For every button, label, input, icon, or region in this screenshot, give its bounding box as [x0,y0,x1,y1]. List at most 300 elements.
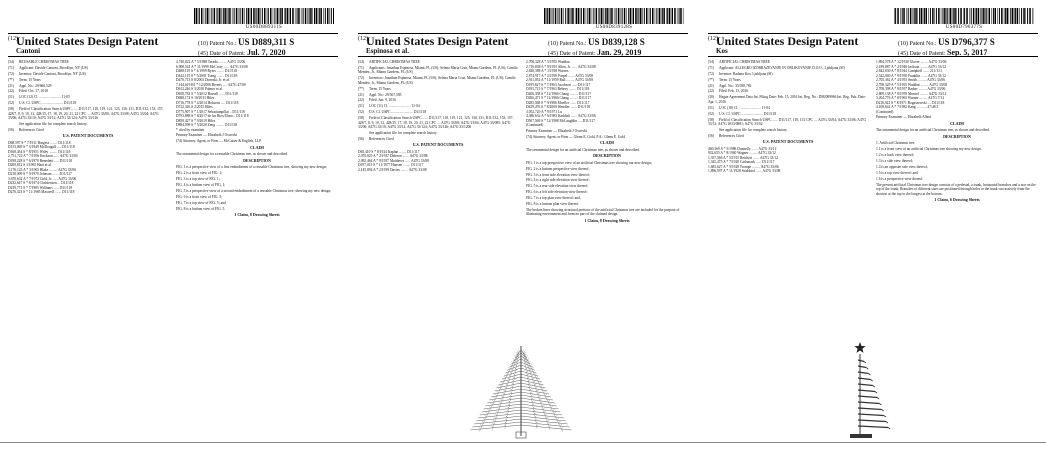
tree-branch [521,383,545,388]
barcode-bar [273,8,274,24]
reference-row: D716,778 S * 4/2014 Holstein ..... D11/118 [176,100,239,105]
tree-needle [496,391,498,393]
tree-needle [558,423,560,426]
field-value: LOC (11) Cl. ........................ 11-04 [369,104,420,109]
patent-page-1 [8,8,338,440]
claim-heading: CLAIM [250,144,264,150]
barcode-bar [234,8,235,24]
tree-branch [521,422,570,427]
tree-needle [499,385,501,387]
barcode-bar [318,8,319,24]
tree-needle [518,350,520,352]
tree-needle [533,370,535,372]
barcode-bar [895,8,896,24]
tree-needle [479,427,481,429]
tree-needle [495,419,497,422]
tree-branch [471,425,522,430]
bibliographic-field [358,98,518,103]
barcode-bar [674,8,676,24]
barcode-bar [677,8,678,24]
reference-row: 2,751,722 A * 7/1956 Erickson ...... A47G 33/04 [8,154,78,159]
tree-needle [548,425,550,428]
tree-branch [521,407,560,412]
tree-branch [474,419,521,424]
reference-row: 2,522,040 A * 9/1950 Franklin ....... A47G 33/12 [876,73,946,78]
barcode-bar [656,8,657,24]
field-value: Applicants: Jonathan Espinosa, Miami, FL (US); Selena Maria Cruz, Miami Gardens, FL (US); Camilo Mendez, Jr., Miami Gardens, FL (US) [358,65,518,75]
field-code: (22) [8,89,14,94]
tree-branch [497,383,521,388]
tree-branch [858,414,884,416]
bibliographic-field [358,66,518,75]
bibliographic-field [708,95,868,104]
barcode-bar [219,8,221,24]
barcode-bar [609,8,610,24]
reference-row: D68,597 S * 7/1911 Burgess ........ D11/118 [8,140,71,145]
bibliographic-field [708,89,868,94]
claims-sheets: 1 Claim, 8 Drawing Sheets [234,212,280,218]
bibliographic-field [8,72,168,77]
country-code: (12) [708,36,718,42]
references-heading: U.S. PATENT DOCUMENTS [62,133,114,139]
reference-row: 6,908,541 A * 11/1999 McCrory ...... A47G 33/08 [176,64,248,69]
bibliographic-fields [708,60,868,138]
left-column [358,60,518,172]
patent-number: (10) Patent No.: US D889,311 S [198,37,295,47]
barcode-bar [963,8,964,24]
barcode-bar [303,8,304,24]
barcode-bar [267,8,268,24]
barcode-bar [980,8,981,24]
field-code: (21) [8,83,14,88]
barcode [194,8,334,24]
bibliographic-field [8,66,168,71]
description-item: FIG. 3 is a front side elevation view thereof; [526,172,590,177]
reference-row: 1,683,627 A * 9/1928 Trompe ......... A47G 33/06 [708,164,779,169]
barcode-bar [946,8,947,24]
field-code: (52) [708,111,714,116]
tree-branch [502,374,521,379]
tree-needle [522,350,524,352]
tree-needle [529,361,531,363]
barcode-bar [605,8,606,24]
field-value: Hague Agreement Data Int. Filing Date: Feb. 15, 2016 Int. Reg. No.: DM/089066 Int. Reg. Pub. Date: Apr. 1, 2016 [708,95,866,104]
reference-row: D239,771 S * 7/1985 Williams ...... D11/118 [8,185,73,190]
tree-needle [495,394,497,396]
tree-branch [521,377,542,382]
description-item: 1.6 is a perspective view thereof. [876,176,924,181]
tree-needle [505,373,507,375]
barcode-bar [575,8,576,24]
description-heading: DESCRIPTION [243,157,271,163]
field-code: (72) [8,71,14,76]
reference-row: D488,119 S * 4/1999 Byers ........ D11/118 [176,69,238,73]
bibliographic-field [358,116,518,130]
barcode-bar [578,8,580,24]
barcode-bar [666,8,667,24]
barcode-bar [199,8,200,24]
tree-branch [480,410,521,415]
reference-row: 2,708,398 A * 8/1957 Barber ......... A47G 33/06 [876,87,946,91]
barcode-bar [544,8,546,24]
tree-branch [858,402,879,404]
barcode-bar [227,8,228,24]
barcode-bar [333,8,334,24]
barcode-bar [649,8,650,24]
tree-drawing-kos [838,340,918,442]
description-item: 1.3 is a side view thereof; [876,159,913,164]
barcode-bar [954,8,956,24]
patent-date: (45) Date of Patent: Jan. 29, 2019 [548,48,642,57]
tree-needle [555,415,557,417]
barcode-bar [1014,8,1015,24]
barcode-bar [232,8,233,24]
inventor-name: Kos [716,47,728,55]
tree-needle [546,419,548,422]
barcode-bar [316,8,318,24]
field-value: References Cited [719,133,744,138]
tree-needle [497,413,499,416]
claim-text: The ornamental design for an artificial Christmas tree, as shown and described. [876,128,990,133]
tree-needle [549,428,551,431]
bibliographic-field [708,106,868,111]
tree-needle [539,382,541,384]
field-value: U.S. Cl. USPC ........................ D11/118 [719,111,777,116]
field-code: (22) [708,89,714,94]
description-item: FIG. 2 is a bottom perspective view thereof; [526,166,590,171]
description-item: 1.1 is a front view of an artificial Christmas tree showing my new design. [876,147,982,152]
inventor-name: Espinosa et al. [366,47,409,55]
barcode-bar [295,8,296,24]
barcode-bar [953,8,954,24]
barcode-bar [290,8,291,24]
claim-text: The ornamental design for a reusable Christmas tree, as shown and described. [176,152,288,157]
reference-row: D658,782 S * 5/2012 Hassell ...... D11/118 [176,91,238,96]
reference-row: 2,716,838 A * 9/1955 Allen, Jr. ...... A47G 33/08 [526,64,596,69]
barcode-bar [680,8,682,24]
barcode-bar [207,8,209,24]
field-value: Term: 15 Years [719,77,741,82]
reference-row: D442,115 S * 5/2001 Tseng ........ D11/118 [176,73,238,78]
tree-branch [873,386,875,388]
field-code: (21) [708,83,714,88]
barcode-bar [201,8,203,24]
barcode-bar [999,8,1000,24]
header-rule-bottom [358,56,688,57]
barcode-bar [943,8,944,24]
barcode-bar [224,8,226,24]
barcode-bar [952,8,953,24]
tree-needle [552,409,554,411]
reference-row: 2,820,388 A * 1/1958 Warren [526,69,569,73]
barcode-bar [221,8,222,24]
barcode-bar [644,8,645,24]
tree-needle [541,385,543,387]
tree-branch [521,368,536,373]
tree-branch [871,380,873,382]
barcode-bar [248,8,250,24]
barcode-number: US00D889311S [245,25,283,30]
barcode-bar [583,8,585,24]
barcode-bar [1032,8,1033,24]
barcode-bar [1004,8,1005,24]
field-value: Field of Classification Search USPC ...... D11/117, 118, 119, 121, 125, 130, 131, D11/132, 153, 157; 428/7, 8, 9, 10, 12, 428/15, 17, 18, 19, 20, 21, 22 CPC .... A47G 33/08; A47G 33/04; A47G 33/085; A47G 33/06; A47G 33/10; A47G 33/12; A47G 33/124; A47G 33/126; A47G 33/1206 [358,116,514,130]
reference-row: 2,070,825 A * 2/1937 Dideron ....... A47G 33/08 [358,154,428,159]
tree-needle [558,421,560,423]
tree-needle [555,417,557,420]
tree-needle [514,355,516,357]
bibliographic-field [708,118,868,127]
bibliographic-field [358,137,518,142]
barcode-bar [627,8,628,24]
bibliographic-field [8,107,168,121]
tree-needle [544,391,546,393]
reference-row: 2,092,464 A * 9/1937 Matthews ...... A47G 33/08 [358,158,429,163]
field-value: Applicant: Davide Cantoni, Brooklyn, NY (US) [19,65,88,70]
barcode-bar [897,8,899,24]
barcode-bar [923,8,924,24]
barcode-bar [285,8,286,24]
reference-row: 2,874,917 A * 2/1959 Purpel ....... A47G 33/08 [526,73,594,78]
reference-row: D218,009 S * 9/1970 Johnson ....... D11/117 [8,172,72,177]
reference-row: D612,246 S 3/2010 Palmer et al. [176,87,224,91]
barcode-bar [978,8,980,24]
field-value: See application file for complete search history. [719,127,788,132]
field-code: (22) [358,98,364,103]
tree-branch [868,374,870,376]
barcode-bar [630,8,632,24]
inventor-name: Cantoni [16,47,41,55]
barcode-bar [646,8,648,24]
field-value: LOC (10) Cl. ........................ 11-04 [719,105,770,110]
tree-needle [486,412,488,414]
barcode-bar [932,8,934,24]
barcode-bar [966,8,968,24]
barcode-bar [567,8,569,24]
tree-needle [496,416,498,419]
barcode-bar [245,8,246,24]
barcode-bar [589,8,591,24]
barcode-bar [270,8,272,24]
field-code: (21) [358,92,364,97]
barcode-bar [1012,8,1014,24]
tree-needle [551,408,553,411]
barcode-bar [616,8,617,24]
barcode-bar [661,8,662,24]
barcode-bar [936,8,937,24]
field-code: (30) [708,95,714,100]
barcode-bar [289,8,290,24]
barcode-bar [960,8,962,24]
right-column [876,60,1038,205]
tree-needle [498,410,500,413]
barcode-bar [284,8,285,24]
tree-branch [877,398,879,400]
barcode-bar [592,8,593,24]
left-column [8,60,168,195]
barcode-bar [571,8,572,24]
claims-sheets: 1 Claim, 8 Drawing Sheets [584,217,630,223]
barcode-number: US00D796377S [945,25,983,30]
description-item: FIG. 4 is a right side elevation view thereof; [526,178,590,183]
barcode-bar [298,8,300,24]
tree-needle [501,382,503,384]
reference-row: D216,922 S * 8/1971 Bogaszewski .... D11/118 [876,100,945,105]
barcode-bar [305,8,307,24]
bibliographic-field [708,78,868,83]
patent-number: (10) Patent No.: US D839,128 S [548,37,645,47]
barcode-bar [652,8,654,24]
primary-examiner: Primary Examiner — Elizabeth J Oswecki [176,133,238,138]
field-value: REUSABLE CHRISTMAS TREE [19,60,69,64]
reference-row: 4,100,642 A * 7/1982 Kang ........... 47/48.5 [876,105,939,109]
barcode-bar [547,8,548,24]
barcode-bar [924,8,925,24]
description-item: FIG. 1 is a top perspective view of an artificial Christmas tree showing our new design; [526,160,652,165]
barcode-bar [908,8,909,24]
field-code: (54) [8,60,14,64]
barcode-bar [576,8,577,24]
barcode-bar [570,8,571,24]
barcode-bar [229,8,231,24]
description-heading: DESCRIPTION [943,133,971,139]
barcode-bar [1019,8,1020,24]
barcode-bar [1029,8,1031,24]
barcode-bar [976,8,977,24]
bibliographic-field [708,128,868,133]
tree-branch [879,404,881,406]
reference-row: D206,358 S * 12/1966 Chang ......... D11/117 [526,91,592,96]
reference-row: 460,369 A * 5/1986 Donnelly ....... A47G 33/12 [708,146,777,151]
tree-needle [532,367,534,369]
field-value: Appl. No.: 29/567,585 [369,92,402,97]
field-code: (71) [358,65,364,70]
barcode-bar [672,8,673,24]
field-code: (56) [358,136,364,141]
barcode-bar [944,8,946,24]
country-code: (12) [8,36,18,42]
barcode-bar [683,8,684,24]
tree-needle [557,420,559,423]
reference-row: 2,708,329 A * 5/1955 Waddan ......... A47G 33/08 [876,82,948,87]
barcode-bar [217,8,218,24]
barcode-bar [277,8,279,24]
barcode-bar [632,8,633,24]
barcode-bar [973,8,975,24]
barcode-bar [663,8,665,24]
barcode-bar [989,8,991,24]
field-value: Inventors: Jonathan Espinosa, Miami, FL (US); Selena Maria Cruz, Miami Gardens, FL (US); Camilo Mendez, Jr., Miami Gardens, FL (US) [358,76,516,85]
tree-needle [551,406,553,408]
patent-date: (45) Date of Patent: Sep. 5, 2017 [898,48,988,57]
barcode-bar [287,8,289,24]
reference-row: D507,569 S * 12/1988 McLaughlin .... D11/117 [526,118,595,123]
tree-branch [875,392,877,394]
tree-branch [521,419,568,424]
barcode-bar [292,8,294,24]
barcode-bar [993,8,994,24]
description-item: 1. Artificial Christmas tree. [876,141,916,146]
field-code: (54) [708,60,714,64]
barcode-bar [240,8,241,24]
barcode-bar [956,8,957,24]
tree-needle [502,379,504,381]
field-value: Appl. No.: 35/030,782 [719,83,752,88]
barcode-bar [280,8,281,24]
barcode-bar [894,8,895,24]
reference-row: D722,326 S 2/2015 Hiles [176,105,213,109]
tree-needle [510,364,512,366]
barcode-bar [555,8,557,24]
barcode-bar [995,8,997,24]
barcode-bar [921,8,923,24]
barcode-bar [964,8,965,24]
barcode-bar [635,8,637,24]
reference-row: D197,013 S * 11/1977 Hansen ........ D11/117 [358,163,424,168]
barcode-bar [982,8,983,24]
claim-heading: CLAIM [600,140,614,146]
reference-row: 2,809,138 A * 8/1959 Muncel ......... A47G 33/12 [876,91,947,96]
barcode-bar [309,8,310,24]
field-code: (71) [8,65,14,70]
cited-note: (Continued) [526,123,544,127]
barcode-bar [903,8,905,24]
reference-row: 2,708,328 A * 5/1955 Waddan [526,60,570,64]
tree-needle [508,367,510,369]
tree-branch [858,420,886,422]
barcode-bar [919,8,920,24]
barcode-bar [223,8,224,24]
barcode-bar [947,8,948,24]
bibliographic-field [8,122,168,127]
barcode-bar [669,8,671,24]
barcode-bar [251,8,252,24]
field-value: ARTIFICIAL CHRISTMAS TREE [719,60,770,64]
description-item: FIG. 5 is a rear side elevation view thereof; [526,184,589,189]
field-code: (72) [358,76,364,81]
tree-branch [472,422,521,427]
barcode-bar [256,8,257,24]
barcode-bar [327,8,329,24]
barcode-bar [598,8,599,24]
barcode-bar [216,8,217,24]
barcode-bar [601,8,603,24]
tree-branch [521,401,557,406]
barcode-bar [610,8,611,24]
field-code: (**) [8,77,14,82]
field-value: Applicant: ALLEGRO IZOBRAZEVANJE IN OBLIKOVANJE D.O.O., Ljubljana (SI) [719,65,845,70]
barcode [894,8,1034,24]
tree-branch [858,360,864,362]
barcode-bar [211,8,212,24]
tree-branch [866,368,868,370]
claim-heading: CLAIM [950,120,964,126]
field-code: (56) [8,127,14,132]
bibliographic-fields [358,60,518,141]
barcode-bar [198,8,199,24]
tree-needle [554,412,556,414]
field-value: Filed: Oct. 17, 2018 [19,89,48,94]
tree-branch [504,371,521,376]
barcode-bar [204,8,205,24]
reference-row: 7,144,619 B1 * 12/2006 Bivens ..... A47G 47/00 [176,82,246,87]
field-code: (51) [358,104,364,109]
reference-row: D198,228 S * 6/1970 Benedetti ..... D11/118 [8,158,73,163]
patent-type-title: United States Design Patent [366,34,509,48]
field-code: (52) [8,101,14,106]
tree-branch [482,407,521,412]
tree-branch [884,416,886,418]
